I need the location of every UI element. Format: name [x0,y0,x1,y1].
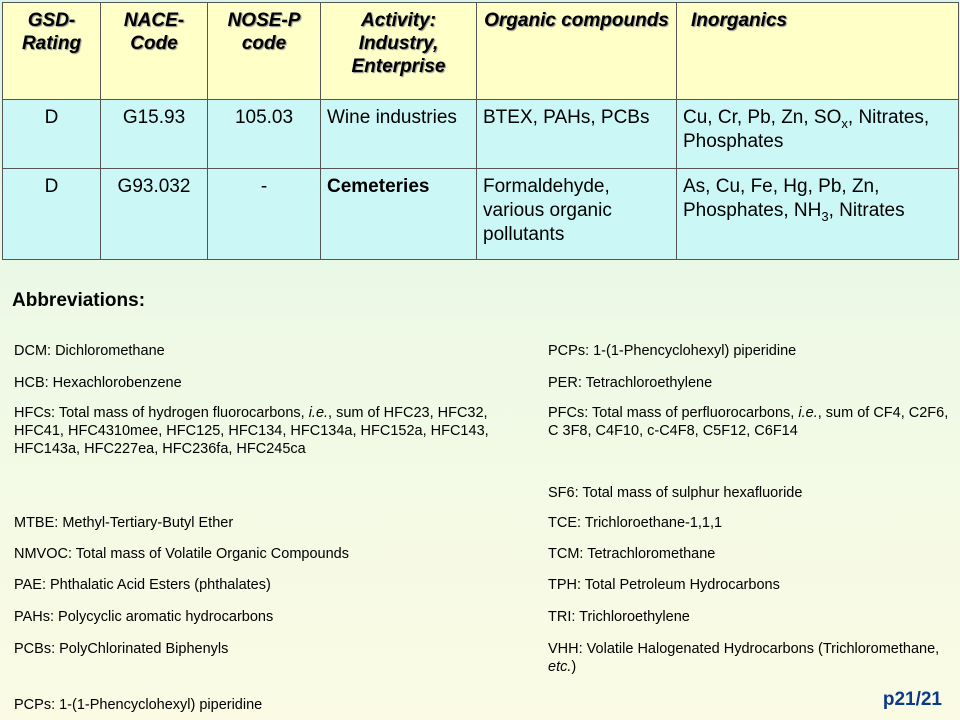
abbreviation-text: , sum of HFC23, HFC32, HFC41, HFC4310mee, HFC125, HFC134, HFC134a, HFC152a, HFC143, HFC143a, HFC227ea, HFC236fa, HFC245ca [14,405,489,457]
cell-nace: G93.032 [101,169,208,260]
inorganic-text: As, Cu, Fe, Hg, Pb, Zn, Phosphates, NH [683,176,880,221]
cell-organic: BTEX, PAHs, PCBs [477,100,677,169]
header-activity: Activity: Industry, Enterprise [321,3,477,100]
abbreviation-item: TRI: Trichloroethylene [548,609,690,625]
abbreviation-item: HCB: Hexachlorobenzene [14,375,182,391]
page-number: p21/21 [882,689,942,710]
abbreviation-italic: etc. [548,659,572,675]
header-organic-compounds: Organic compounds [477,3,677,100]
abbreviation-item: MTBE: Methyl-Tertiary-Butyl Ether [14,515,234,531]
inorganic-text: , Nitrates, Phosphates [683,107,930,152]
abbreviation-text: , sum of CF4, C2F6, C 3F8, C4F10, c-C4F8, C5F12, C6F14 [548,405,949,439]
abbreviation-text: VHH: Volatile Halogenated Hydrocarbons (Trichloromethane, [548,641,940,657]
cell-activity: Wine industries [321,100,477,169]
header-nace-code: NACE-Code [101,3,208,100]
cell-inorganic [677,169,959,260]
cell-nose: 105.03 [208,100,321,169]
cell-nace: G15.93 [101,100,208,169]
abbreviation-item: DCM: Dichloromethane [14,343,165,359]
inorganic-text: Cu, Cr, Pb, Zn, SO [683,107,842,128]
cell-nose: - [208,169,321,260]
abbreviation-item: TCE: Trichloroethane-1,1,1 [548,515,723,531]
cell-gsd: D [3,100,101,169]
abbreviation-item: TCM: Tetrachloromethane [548,546,716,562]
abbreviation-item [548,640,953,676]
table-row [3,100,959,169]
abbreviation-item: NMVOC: Total mass of Volatile Organic Compounds [14,546,349,562]
abbreviation-item: SF6: Total mass of sulphur hexafluoride [548,485,803,501]
cell-organic: Formaldehyde, various organic pollutants [477,169,677,260]
cell-activity: Cemeteries [321,169,477,260]
cell-gsd: D [3,169,101,260]
abbreviation-item: TPH: Total Petroleum Hydrocarbons [548,577,780,593]
table-row [3,169,959,260]
header-inorganics: Inorganics [677,3,959,100]
abbreviation-italic: i.e. [308,405,329,421]
abbreviation-item: PAHs: Polycyclic aromatic hydrocarbons [14,609,274,625]
abbreviation-text: ) [571,659,577,675]
abbreviation-italic: i.e. [798,405,818,421]
abbreviation-item [14,404,519,458]
subscript: x [841,115,848,131]
header-gsd-rating: GSD-Rating [3,3,101,100]
abbreviation-item: PCPs: 1-(1-Phencyclohexyl) piperidine [548,343,797,359]
cell-inorganic [677,100,959,169]
header-nose-p-code: NOSE-P code [208,3,321,100]
abbreviation-item: PAE: Phthalatic Acid Esters (phthalates) [14,577,271,593]
abbreviations-title: Abbreviations: [12,290,146,311]
abbreviation-item [548,404,953,440]
abbreviation-text: HFCs: Total mass of hydrogen fluorocarbons, [14,405,309,421]
pollution-table [2,2,959,260]
header-row [3,3,959,100]
abbreviation-item: PCBs: PolyChlorinated Biphenyls [14,641,229,657]
abbreviation-item: PER: Tetrachloroethylene [548,375,713,391]
inorganic-text: , Nitrates [828,200,905,221]
abbreviation-text: PFCs: Total mass of perfluorocarbons, [548,405,799,421]
subscript: 3 [821,208,829,224]
abbreviation-item: PCPs: 1-(1-Phencyclohexyl) piperidine [14,697,263,713]
